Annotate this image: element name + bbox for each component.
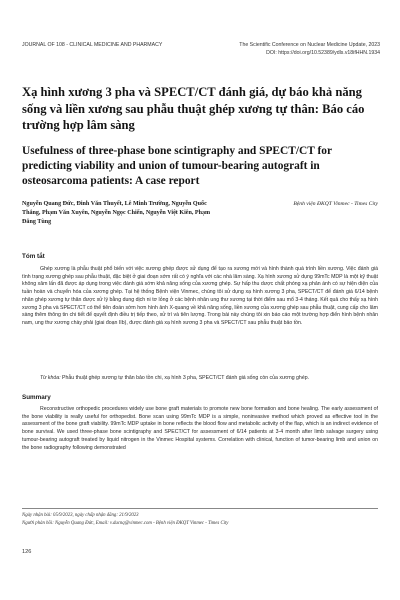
footnote-correspondence: Người phản hồi: Nguyễn Quang Đức, Email: v.ducnq@vinmec.com - Bệnh viện ĐKQT Vinmec - Times City [22,521,229,526]
title-english: Usefulness of three-phase bone scintigraphy and SPECT/CT for predicting viability and union of tumour-bearing autograft in osteosarcoma patients: A case report [22,145,332,188]
affiliation: Bệnh viện ĐKQT Vinmec - Times City [293,201,378,207]
page-number: 126 [22,549,32,555]
abstract-vi-heading: Tóm tắt [22,253,45,260]
abstract-en-heading: Summary [22,394,51,401]
keywords-label: Từ khóa: [40,375,61,381]
footnote-dates: Ngày nhận bài: 05/9/2023, ngày chấp nhận đăng: 21/9/2023 [22,513,139,518]
abstract-en-body: Reconstructive orthopedic procedures widely use bone graft materials to promote new bone formation and bone healing. The early assessment of the bone viability is really useful for orthopedist. Bone scan using 99mTc MDP is a simple, noninvasive method which proved as effective tool in the assessment of the bone graft viability. 99mTc MDP uptake in bone reflects the blood flow and metabolic activity of the flap, which is an indirect evidence of bone survival. We used three-phase bone scintigraphy and SPECT/CT for assessment of 6/14 patients at 3-4 month after limb salvage surgery using tumour-bearing autograft treated by liquid nitrogen in the Vinmec Hospital systems. Correlation with clinical, function of tumor-bearing limb and union on the bone radiography following demonstrated [22,406,378,451]
keywords-vi [22,375,378,383]
footnote-divider [22,508,378,509]
keywords-text: Phẫu thuật ghép xương tự thân bảo tồn chi, xạ hình 3 pha, SPECT/CT đánh giá sống còn của xương ghép. [62,375,310,381]
conference-name: The Scientific Conference on Nuclear Medicine Update, 2023 [239,42,380,48]
doi-link[interactable]: DOI: https://doi.org/10.52389/ydls.v18ifHHN.1934 [266,50,380,56]
journal-name: JOURNAL OF 108 - CLINICAL MEDICINE AND PHARMACY [22,42,163,48]
author-list: Nguyễn Quang Đức, Đinh Văn Thuyết, Lê Minh Trường, Nguyễn Quốc Thắng, Phạm Văn Xuyên, Nguyễn Ngọc Chiến, Nguyễn Việt Kiên, Phạm Đăng Tùng [22,201,211,225]
abstract-vi-body: Ghép xương là phẫu thuật phổ biến với việc xương ghép được sử dụng để tạo ra xương mới và hình thành quá trình liền xương. Việc đánh giá tình trạng xương ghép sau phẫu thuật, đặc biệt ở giai đoạn sớm rất có ý nghĩa với các nhà lâm sàng. Xạ hình xương sử dụng 99mTc MDP là một kỹ thuật không xâm lấn đã được áp dụng trong việc đánh giá sớm khả năng sống của xương ghép. Sự hấp thu dược chất phóng xạ phản ánh có sự hiện diện của tuần hoàn và chuyển hóa của xương ghép. Tại hệ thống Bệnh viện Vinmec, chúng tôi sử dụng xạ hình xương 3 pha, SPECT/CT để đánh giá 6/14 bệnh nhân ghép xương tự thân được xử lý bằng dung dịch ni tơ lỏng ở các bệnh nhân ung thư xương tại thời điểm sau mổ 3-4 tháng. Kết quả cho thấy xạ hình xương 3 pha và SPECT/CT có thể tiên đoán sớm hơn hình ảnh X-quang về khả năng sống, liền xương của xương ghép sau phẫu thuật, cung cấp cho lâm sàng thêm thông tin chi tiết để quyết định điều trị tiếp theo, xử trí và tiên lượng. Trong bài này chúng tôi xin báo cáo một trường hợp điển hình bệnh nhân nam, ung thư xương chày phải (giai đoạn IIb), được đánh giá xạ hình xương 3 pha và SPECT/CT sau phẫu thuật bảo tồn. [22,266,378,326]
title-vietnamese: Xạ hình xương 3 pha và SPECT/CT đánh giá, dự báo khả năng sống và liền xương sau phẫu thuật ghép xương tự thân: Báo cáo trường hợp lâm sàng [22,85,365,133]
